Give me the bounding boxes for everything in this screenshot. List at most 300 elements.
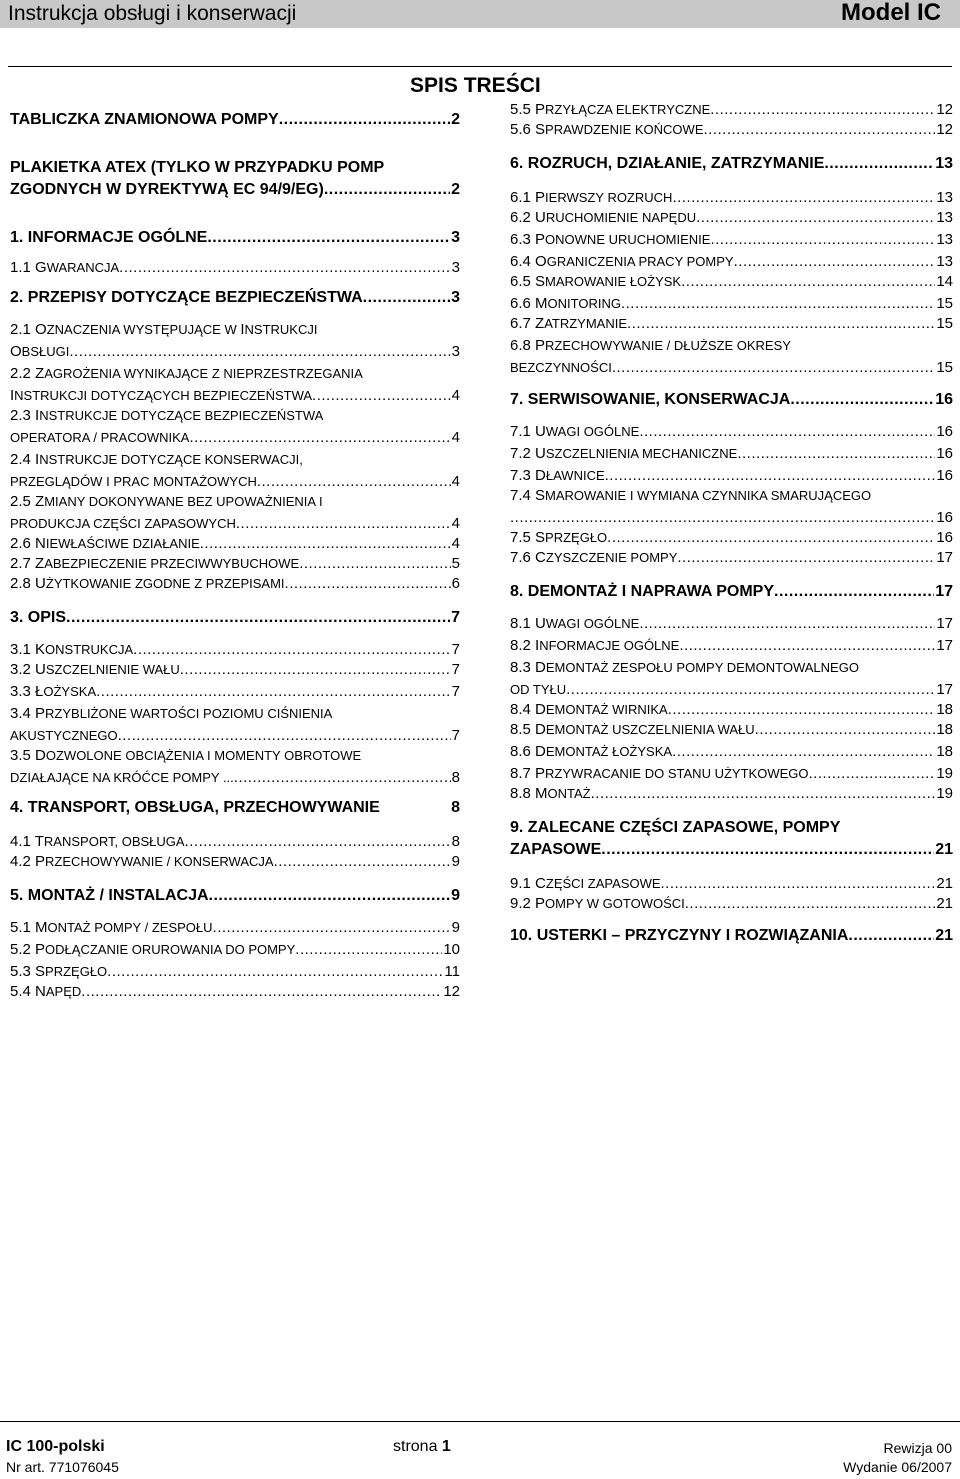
leader-dots [681, 272, 935, 292]
toc-rule-right [508, 66, 952, 67]
toc-entry-number: 5.1 [10, 919, 36, 936]
toc-entry-page: 17 [935, 583, 953, 600]
toc-entry-number: 6.1 [510, 189, 536, 206]
leader-dots [566, 680, 935, 700]
toc-entry-page: 11 [444, 963, 460, 980]
toc-entry-page: 7 [451, 683, 460, 700]
leader-dots [661, 874, 936, 894]
toc-entry[interactable] [510, 894, 953, 914]
toc-entry-number: 3.3 [10, 683, 36, 700]
toc-entry-page: 2 [451, 181, 460, 198]
toc-entry-page: 13 [936, 209, 953, 226]
toc-entry[interactable] [10, 798, 460, 818]
toc-entry-page: 21 [935, 841, 953, 858]
toc-entry-title: 2.3 INSTRUKCJE DOTYCZĄCE BEZPIECZEŃSTWA [10, 407, 324, 424]
toc-entry-number: 1.1 [10, 259, 36, 276]
toc-entry-title-cont: PRODUKCJA CZĘŚCI ZAPASOWYCH [10, 516, 236, 531]
toc-entry-number: 2.8 [10, 575, 36, 592]
leader-dots [621, 294, 935, 314]
toc-entry-page: 5 [451, 555, 460, 572]
leader-dots [639, 422, 935, 442]
leader-dots [734, 252, 936, 272]
toc-entry-title: 6.6 MONITORING [510, 295, 621, 312]
toc-entry-page: 4 [451, 387, 460, 404]
toc-entry[interactable] [510, 252, 953, 272]
leader-dots [755, 720, 936, 740]
toc-entry-title: 7.3 DŁAWNICE [510, 467, 605, 484]
toc-entry-page: 12 [443, 983, 460, 1000]
toc-entry-number: 5.6 [510, 121, 536, 138]
toc-entry-number: 8.3 [510, 659, 536, 676]
toc-entry[interactable] [510, 486, 953, 528]
toc-entry-page: 17 [936, 637, 953, 654]
toc-entry-title: 2.5 ZMIANY DOKONYWANE BEZ UPOWAŻNIENIA I [10, 493, 323, 510]
toc-entry[interactable] [10, 918, 460, 938]
toc-entry-title: 8. DEMONTAŻ I NAPRAWA POMPY [510, 583, 775, 600]
model-name: Model IC [841, 0, 941, 26]
toc-entry-title: 2.7 ZABEZPIECZENIE PRZECIWWYBUCHOWE [10, 555, 300, 572]
toc-entry[interactable] [510, 100, 953, 120]
toc-entry[interactable] [10, 364, 460, 406]
toc-entry-number: 6.6 [510, 295, 536, 312]
toc-entry-title: 6.5 SMAROWANIE ŁOŻYSK [510, 273, 682, 290]
toc-entry[interactable] [510, 582, 953, 602]
toc-entry-page: 16 [936, 509, 953, 526]
toc-entry[interactable] [510, 314, 953, 334]
leader-dots [591, 784, 936, 804]
toc-entry-title-cont: BEZCZYNNOŚCI [510, 360, 612, 375]
toc-entry-page: 18 [936, 721, 953, 738]
leader-dots [510, 508, 935, 528]
leader-dots [185, 832, 451, 852]
toc-entry-page: 8 [451, 769, 460, 786]
toc-entry-number: 2.7 [10, 555, 36, 572]
leader-dots [685, 894, 936, 914]
leader-dots [774, 582, 934, 602]
leader-dots [107, 962, 443, 982]
toc-entry[interactable] [10, 258, 460, 278]
document-title: Instrukcja obsługi i konserwacji [8, 2, 297, 25]
toc-entry-number: 6.3 [510, 231, 536, 248]
leader-dots [324, 180, 450, 200]
toc-entry[interactable] [10, 158, 460, 200]
toc-entry-title: 6.2 URUCHOMIENIE NAPĘDU [510, 209, 697, 226]
toc-entry-title-cont: AKUSTYCZNEGO [10, 728, 118, 743]
toc-entry[interactable] [10, 940, 460, 960]
toc-entry-page: 16 [935, 391, 953, 408]
toc-entry[interactable] [10, 406, 460, 448]
toc-entry-page: 21 [936, 895, 953, 912]
toc-entry-page: 15 [936, 315, 953, 332]
leader-dots [209, 886, 451, 906]
toc-rule-left [8, 66, 508, 67]
leader-dots [672, 188, 935, 208]
toc-entry-title: 5.3 SPRZĘGŁO [10, 963, 108, 980]
toc-entry-title: 4. TRANSPORT, OBSŁUGA, PRZECHOWYWANIE [10, 799, 380, 816]
toc-entry-title: 7.1 UWAGI OGÓLNE [510, 423, 640, 440]
toc-entry-number: 8.5 [510, 721, 536, 738]
toc-entry-title-cont: PRZEGLĄDÓW I PRAC MONTAŻOWYCH [10, 474, 257, 489]
toc-entry-page: 3 [451, 343, 460, 360]
toc-entry-page: 19 [936, 785, 953, 802]
leader-dots [363, 288, 450, 308]
leader-dots [295, 940, 442, 960]
footer-page-label: strona [393, 1438, 438, 1455]
toc-entry[interactable] [10, 962, 460, 982]
toc-entry-title: 5.1 MONTAŻ POMPY / ZESPOŁU [10, 919, 213, 936]
toc-entry-title: 8.5 DEMONTAŻ USZCZELNIENIA WAŁU [510, 721, 755, 738]
toc-entry-page: 16 [936, 423, 953, 440]
toc-entry[interactable] [10, 554, 460, 574]
footer-rule [0, 1421, 960, 1422]
toc-entry[interactable] [510, 294, 953, 314]
toc-entry-page: 4 [451, 535, 460, 552]
leader-dots [200, 534, 451, 554]
leader-dots [737, 444, 935, 464]
toc-entry-title: 9.2 POMPY W GOTOWOŚCI [510, 895, 685, 912]
toc-entry[interactable] [510, 466, 953, 486]
toc-entry[interactable] [510, 636, 953, 656]
toc-entry-number: 3.1 [10, 641, 36, 658]
toc-entry-title: 5.2 PODŁĄCZANIE ORUROWANIA DO POMPY [10, 941, 296, 958]
toc-entry-title: 2.6 NIEWŁAŚCIWE DZIAŁANIE [10, 535, 200, 552]
toc-entry-number: 5.2 [10, 941, 36, 958]
toc-entry[interactable] [10, 110, 460, 130]
toc-entry[interactable] [10, 608, 460, 628]
leader-dots [274, 852, 451, 872]
toc-entry[interactable] [10, 660, 460, 680]
toc-entry-number: 7.6 [510, 549, 536, 566]
toc-entry[interactable] [510, 926, 953, 946]
toc-entry-title: 3.3 ŁOŻYSKA [10, 683, 97, 700]
leader-dots [679, 636, 935, 656]
toc-entry-number: 8.2 [510, 637, 536, 654]
toc-entry-page: 19 [936, 765, 953, 782]
toc-entry-number: 8.7 [510, 765, 536, 782]
toc-entry-number: 5.3 [10, 963, 36, 980]
toc-entry-number: 7.3 [510, 467, 536, 484]
toc-entry[interactable] [510, 444, 953, 464]
toc-entry[interactable] [510, 818, 953, 860]
leader-dots [236, 514, 451, 534]
toc-entry-title: 8.6 DEMONTAŻ ŁOŻYSKA [510, 743, 673, 760]
toc-entry-page: 13 [936, 231, 953, 248]
toc-entry[interactable] [10, 746, 460, 788]
toc-entry-number: 7.2 [510, 445, 536, 462]
toc-entry-title: 4.1 TRANSPORT, OBSŁUGA [10, 833, 185, 850]
toc-entry-title: 8.7 PRZYWRACANIE DO STANU UŻYTKOWEGO [510, 765, 809, 782]
toc-entry[interactable] [510, 272, 953, 292]
toc-entry[interactable] [10, 534, 460, 554]
toc-entry-title: 6.3 PONOWNE URUCHOMIENIE [510, 231, 711, 248]
toc-entry-number: 4.2 [10, 853, 36, 870]
toc-entry-page: 8 [451, 799, 460, 816]
leader-dots [677, 548, 935, 568]
toc-entry-title: 3.5 DOZWOLONE OBCIĄŻENIA I MOMENTY OBROTOWE [10, 747, 362, 764]
toc-entry-title: 8.2 INFORMACJE OGÓLNE [510, 637, 680, 654]
toc-entry-number: 9.1 [510, 875, 536, 892]
toc-entry-page: 17 [936, 549, 953, 566]
toc-entry-page: 21 [936, 875, 953, 892]
toc-entry-number: 6.7 [510, 315, 536, 332]
toc-entry-title: 8.1 UWAGI OGÓLNE [510, 615, 640, 632]
toc-entry-number: 8.8 [510, 785, 536, 802]
toc-entry-page: 7 [451, 727, 460, 744]
toc-entry-page: 4 [451, 429, 460, 446]
footer-revision: Rewizja 00 [883, 1440, 952, 1456]
leader-dots [234, 768, 451, 788]
toc-entry-title: ZGODNYCH W DYREKTYWĄ EC 94/9/EG) [10, 181, 324, 198]
toc-entry-title: 2.1 OZNACZENIA WYSTĘPUJĄCE W INSTRUKCJI [10, 321, 318, 338]
toc-entry[interactable] [510, 720, 953, 740]
toc-entry-title: 2.2 ZAGROŻENIA WYNIKAJĄCE Z NIEPRZESTRZEGANIA [10, 365, 363, 382]
toc-entry-page: 3 [451, 229, 460, 246]
toc-entry-number: 2.6 [10, 535, 36, 552]
toc-entry[interactable] [510, 390, 953, 410]
leader-dots [848, 926, 934, 946]
toc-entry-title: 9. ZALECANE CZĘŚCI ZAPASOWE, POMPY [510, 819, 841, 836]
toc-entry-page: 10 [443, 941, 460, 958]
footer-page-number: 1 [441, 1438, 451, 1455]
leader-dots [710, 100, 935, 120]
toc-entry-page: 17 [936, 615, 953, 632]
leader-dots [627, 314, 935, 334]
toc-entry-page: 18 [936, 743, 953, 760]
toc-entry[interactable] [510, 154, 953, 174]
leader-dots [696, 208, 935, 228]
toc-entry-page: 13 [935, 155, 953, 172]
toc-entry[interactable] [10, 640, 460, 660]
toc-entry-page: 12 [936, 121, 953, 138]
toc-entry-title: 5.4 NAPĘD [10, 983, 82, 1000]
toc-entry-number: 6.2 [510, 209, 536, 226]
leader-dots [189, 428, 450, 448]
leader-dots [299, 554, 450, 574]
toc-entry[interactable] [510, 764, 953, 784]
toc-entry-title: PLAKIETKA ATEX (TYLKO W PRZYPADKU POMP [10, 159, 385, 176]
toc-entry-number: 8.1 [510, 615, 536, 632]
toc-entry-title-cont: OPERATORA / PRACOWNIKA [10, 430, 190, 445]
toc-entry[interactable] [10, 288, 460, 308]
toc-entry-number: 6.4 [510, 253, 536, 270]
toc-entry-title: 3.4 PRZYBLIŻONE WARTOŚCI POZIOMU CIŚNIENIA [10, 705, 333, 722]
toc-entry-number: 7.4 [510, 487, 536, 504]
leader-dots [119, 258, 450, 278]
toc-entry-title: 2. PRZEPISY DOTYCZĄCE BEZPIECZEŃSTWA [10, 289, 363, 306]
toc-entry-page: 8 [451, 833, 460, 850]
toc-entry-page: 16 [936, 467, 953, 484]
toc-entry-title-cont: OBSŁUGI [10, 343, 70, 360]
toc-entry-page: 9 [451, 919, 460, 936]
toc-entry-number: 6.8 [510, 337, 536, 354]
leader-dots [704, 120, 936, 140]
toc-entry[interactable] [510, 658, 953, 700]
toc-entry-number: 3.5 [10, 747, 36, 764]
toc-entry-title: 6. ROZRUCH, DZIAŁANIE, ZATRZYMANIE [510, 155, 825, 172]
toc-entry-title: 7.2 USZCZELNIENIA MECHANICZNE [510, 445, 738, 462]
toc-entry-title: 8.4 DEMONTAŻ WIRNIKA [510, 701, 668, 718]
toc-entry-title: 2.8 UŻYTKOWANIE ZGODNE Z PRZEPISAMI [10, 575, 285, 592]
toc-entry[interactable] [510, 120, 953, 140]
toc-entry[interactable] [10, 852, 460, 872]
toc-entry-page: 2 [451, 111, 460, 128]
leader-dots [118, 726, 451, 746]
toc-entry-title: 3. OPIS [10, 609, 67, 626]
toc-entry-title: 8.8 MONTAŻ [510, 785, 591, 802]
toc-entry[interactable] [10, 574, 460, 594]
toc-entry[interactable] [10, 704, 460, 746]
footer-doc: IC 100-polski [6, 1438, 105, 1455]
leader-dots [69, 342, 450, 362]
toc-entry[interactable] [510, 422, 953, 442]
toc-entry-number: 8.6 [510, 743, 536, 760]
toc-entry-number: 5.4 [10, 983, 36, 1000]
toc-entry-page: 16 [936, 445, 953, 462]
toc-entry-title: 7.5 SPRZĘGŁO [510, 529, 608, 546]
toc-entry-title: 7.6 CZYSZCZENIE POMPY [510, 549, 678, 566]
leader-dots [257, 472, 451, 492]
toc-entry-page: 18 [936, 701, 953, 718]
toc-entry-page: 3 [451, 259, 460, 276]
leader-dots [710, 230, 935, 250]
leader-dots [279, 110, 450, 130]
toc-entry-number: 6.5 [510, 273, 536, 290]
toc-entry-title: 7. SERWISOWANIE, KONSERWACJA [510, 391, 791, 408]
toc-entry-number: 2.4 [10, 451, 36, 468]
toc-entry-title: 1. INFORMACJE OGÓLNE [10, 229, 208, 246]
toc-entry[interactable] [510, 336, 953, 378]
leader-dots [312, 386, 451, 406]
leader-dots [808, 764, 935, 784]
toc-entry[interactable] [510, 208, 953, 228]
leader-dots [96, 682, 451, 702]
leader-dots [672, 742, 935, 762]
toc-entry-title: 10. USTERKI – PRZYCZYNY I ROZWIĄZANIA [510, 927, 849, 944]
toc-entry-number: 7.5 [510, 529, 536, 546]
toc-entry[interactable] [10, 982, 460, 1002]
toc-entry-number: 8.4 [510, 701, 536, 718]
toc-entry-title: 5.5 PRZYŁĄCZA ELEKTRYCZNE [510, 101, 711, 118]
toc-entry-page: 4 [451, 473, 460, 490]
toc-entry-title: ZAPASOWE [510, 841, 602, 858]
leader-dots [66, 608, 450, 628]
toc-entry-page: 15 [936, 359, 953, 376]
toc-entry-title: 3.2 USZCZELNIENIE WAŁU [10, 661, 180, 678]
toc-entry[interactable] [510, 700, 953, 720]
leader-dots [605, 466, 936, 486]
toc-entry[interactable] [510, 528, 953, 548]
toc-entry-page: 3 [451, 289, 460, 306]
leader-dots [612, 358, 935, 378]
toc-entry[interactable] [10, 450, 460, 492]
toc-entry-title-cont: OD TYŁU [510, 682, 567, 697]
toc-entry-number: 2.1 [10, 321, 36, 338]
leader-dots [285, 574, 451, 594]
toc-entry[interactable] [10, 832, 460, 852]
toc-entry-number: 2.2 [10, 365, 36, 382]
toc-entry-page: 13 [936, 189, 953, 206]
leader-dots [180, 660, 451, 680]
leader-dots [207, 228, 450, 248]
toc-entry-page: 12 [936, 101, 953, 118]
toc-entry[interactable] [10, 228, 460, 248]
leader-dots [133, 640, 450, 660]
toc-entry-number: 7.1 [510, 423, 536, 440]
toc-entry-title: 5. MONTAŻ / INSTALACJA [10, 887, 209, 904]
toc-heading: SPIS TREŚCI [410, 74, 541, 97]
toc-entry-page: 15 [936, 295, 953, 312]
leader-dots [790, 390, 934, 410]
toc-entry[interactable] [10, 682, 460, 702]
toc-entry-page: 6 [451, 575, 460, 592]
toc-entry[interactable] [510, 548, 953, 568]
toc-entry[interactable] [10, 320, 460, 362]
toc-entry[interactable] [510, 784, 953, 804]
toc-entry[interactable] [510, 230, 953, 250]
leader-dots [668, 700, 936, 720]
toc-entry-title: 5.6 SPRAWDZENIE KOŃCOWE [510, 121, 704, 138]
toc-entry-title: 6.4 OGRANICZENIA PRACY POMPY [510, 253, 734, 270]
toc-entry-page: 17 [936, 681, 953, 698]
footer-edition: Wydanie 06/2007 [843, 1459, 952, 1475]
toc-entry-page: 7 [451, 609, 460, 626]
toc-entry[interactable] [510, 188, 953, 208]
toc-entry-title: 9.1 CZĘŚCI ZAPASOWE [510, 875, 661, 892]
toc-entry-title-cont: DZIAŁAJĄCE NA KRÓĆCE POMPY ... [10, 770, 234, 785]
leader-dots [601, 840, 934, 860]
leader-dots [213, 918, 451, 938]
toc-entry-page: 13 [936, 253, 953, 270]
toc-entry[interactable] [510, 874, 953, 894]
toc-entry-page: 9 [451, 853, 460, 870]
leader-dots [607, 528, 935, 548]
toc-entry-number: 2.5 [10, 493, 36, 510]
toc-entry[interactable] [510, 614, 953, 634]
toc-entry-page: 21 [935, 927, 953, 944]
toc-entry-number: 2.3 [10, 407, 36, 424]
leader-dots [824, 154, 934, 174]
toc-entry-title-cont: INSTRUKCJI DOTYCZĄCYCH BEZPIECZEŃSTWA [10, 387, 313, 404]
leader-dots [81, 982, 442, 1002]
toc-entry-page: 14 [936, 273, 953, 290]
toc-entry[interactable] [10, 886, 460, 906]
toc-entry-title: 7.4 SMAROWANIE I WYMIANA CZYNNIKA SMARUJĄCEGO [510, 487, 872, 504]
footer-page [393, 1438, 451, 1456]
toc-entry-number: 3.4 [10, 705, 36, 722]
toc-entry-title: TABLICZKA ZNAMIONOWA POMPY [10, 111, 279, 128]
toc-entry-page: 7 [451, 641, 460, 658]
toc-entry-number: 3.2 [10, 661, 36, 678]
toc-entry-number: 9.2 [510, 895, 536, 912]
toc-entry-page: 9 [451, 887, 460, 904]
footer-article: Nr art. 771076045 [6, 1459, 119, 1475]
toc-entry-number: 5.5 [510, 101, 536, 118]
toc-entry-number: 4.1 [10, 833, 35, 850]
toc-entry-page: 16 [936, 529, 953, 546]
toc-entry[interactable] [510, 742, 953, 762]
toc-entry-title: 6.8 PRZECHOWYWANIE / DŁUŻSZE OKRESY [510, 337, 791, 354]
toc-entry-page: 7 [451, 661, 460, 678]
toc-entry-title: 4.2 PRZECHOWYWANIE / KONSERWACJA [10, 853, 274, 870]
toc-entry-title: 1.1 GWARANCJA [10, 259, 120, 276]
toc-entry-title: 6.1 PIERWSZY ROZRUCH [510, 189, 673, 206]
leader-dots [639, 614, 935, 634]
toc-entry[interactable] [10, 492, 460, 534]
page-header [0, 0, 960, 28]
toc-entry-title: 6.7 ZATRZYMANIE [510, 315, 628, 332]
toc-entry-page: 4 [451, 515, 460, 532]
toc-entry-title: 3.1 KONSTRUKCJA [10, 641, 134, 658]
